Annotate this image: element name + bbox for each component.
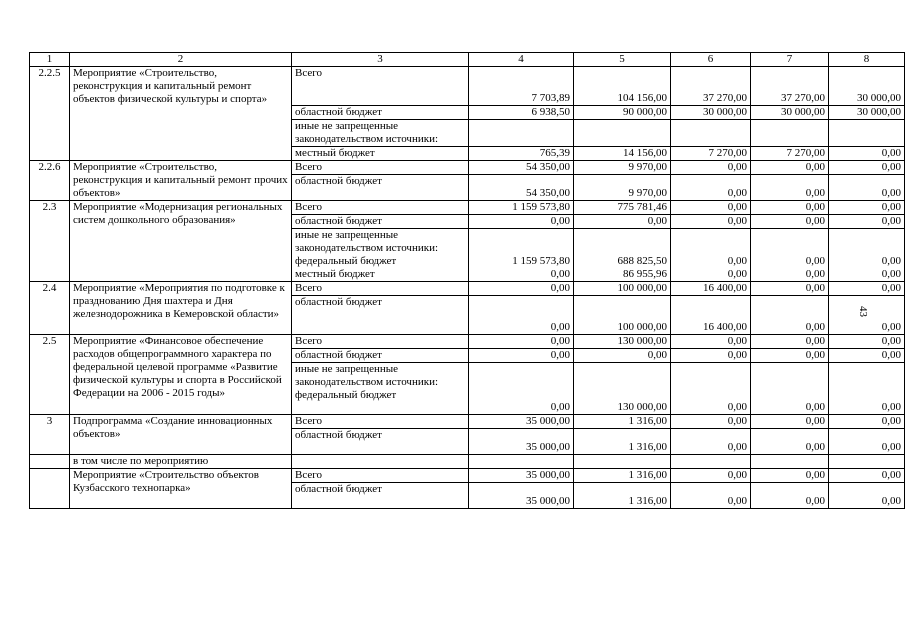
column-header: 4 (469, 53, 574, 67)
activity-name: Подпрограмма «Создание инновационных объектов» (70, 415, 292, 455)
amount-cell (751, 229, 829, 282)
funding-source (292, 282, 469, 296)
funding-source (292, 175, 469, 201)
amount-cell: 130 000,00 (574, 335, 671, 349)
amount-cell: 0,00 (829, 201, 905, 215)
amount-line: 0,00 (881, 255, 901, 267)
amount-cell: 130 000,00 (574, 363, 671, 415)
amount-cell: 0,00 (671, 349, 751, 363)
funding-source (292, 363, 469, 415)
funding-source (292, 106, 469, 120)
amount-cell (574, 229, 671, 282)
amount-cell: 0,00 (469, 363, 574, 415)
amount-cell: 0,00 (829, 415, 905, 429)
row-number (30, 455, 70, 469)
amount-cell: 0,00 (469, 296, 574, 335)
funding-source-line: законодательством источники: (295, 376, 439, 388)
amount-cell: 0,00 (829, 349, 905, 363)
activity-name: Мероприятие «Строительство объектов Кузбасского технопарка» (70, 469, 292, 509)
amount-cell: 0,00 (671, 335, 751, 349)
amount-cell: 0,00 (829, 161, 905, 175)
header-row (30, 53, 905, 67)
funding-source-line: областной бюджет (295, 429, 382, 441)
table-row (30, 335, 905, 349)
amount-line: 0,00 (805, 268, 825, 280)
amount-cell: 0,00 (469, 335, 574, 349)
funding-source-line (295, 455, 465, 468)
amount-cell (829, 120, 905, 147)
amount-cell: 35 000,00 (469, 415, 574, 429)
funding-source-line: законодательством источники: (295, 133, 439, 145)
amount-cell: 104 156,00 (574, 67, 671, 106)
amount-cell: 16 400,00 (671, 296, 751, 335)
funding-source-line: областной бюджет (295, 296, 382, 308)
activity-name: Мероприятие «Мероприятия по подготовке к празднованию Дня шахтера и Дня железнодорожника в Кемеровской области» (70, 282, 292, 335)
funding-source-line: Всего (295, 469, 322, 481)
funding-source-line: областной бюджет (295, 483, 382, 495)
funding-source-line: Всего (295, 67, 322, 79)
funding-source-line: иные не запрещенные (295, 120, 399, 132)
amount-cell: 90 000,00 (574, 106, 671, 120)
column-header: 5 (574, 53, 671, 67)
activity-name: Мероприятие «Строительство, реконструкция и капитальный ремонт объектов физической культуры и спорта» (70, 67, 292, 161)
amount-cell: 0,00 (829, 147, 905, 161)
row-number: 2.5 (30, 335, 70, 415)
funding-source (292, 415, 469, 429)
amount-cell: 0,00 (829, 215, 905, 229)
column-header: 2 (70, 53, 292, 67)
activity-name: Мероприятие «Модернизация региональных систем дошкольного образования» (70, 201, 292, 282)
funding-source (292, 455, 469, 469)
funding-source-line: Всего (295, 335, 322, 347)
amount-cell: 0,00 (829, 282, 905, 296)
funding-source (292, 429, 469, 455)
funding-source-line: Всего (295, 201, 322, 213)
table-row (30, 161, 905, 175)
amount-line: 86 955,96 (623, 268, 667, 280)
amount-cell: 0,00 (751, 429, 829, 455)
amount-cell: 0,00 (829, 483, 905, 509)
amount-cell: 0,00 (751, 415, 829, 429)
funding-source (292, 296, 469, 335)
amount-cell: 0,00 (751, 363, 829, 415)
amount-cell: 7 270,00 (671, 147, 751, 161)
table-row (30, 469, 905, 483)
activity-name: Мероприятие «Финансовое обеспечение расходов общепрограммного характера по федеральной целевой программе «Развитие физической культуры и спорта в Российской Федерации на 2006 - 2015 годы» (70, 335, 292, 415)
amount-line: 0,00 (727, 255, 747, 267)
amount-cell: 0,00 (574, 349, 671, 363)
funding-source (292, 349, 469, 363)
amount-cell: 0,00 (671, 201, 751, 215)
amount-cell: 30 000,00 (829, 106, 905, 120)
column-header: 1 (30, 53, 70, 67)
amount-cell: 14 156,00 (574, 147, 671, 161)
amount-line: 0,00 (550, 268, 570, 280)
amount-line: 1 159 573,80 (512, 255, 570, 267)
amount-cell: 1 159 573,80 (469, 201, 574, 215)
funding-source-line: иные не запрещенные (295, 229, 399, 241)
row-number: 3 (30, 415, 70, 455)
amount-cell (829, 229, 905, 282)
funding-source-line: иные не запрещенные (295, 363, 399, 375)
funding-source-line: областной бюджет (295, 175, 382, 187)
amount-cell: 6 938,50 (469, 106, 574, 120)
amount-cell: 0,00 (751, 215, 829, 229)
row-number (30, 469, 70, 509)
funding-source (292, 161, 469, 175)
amount-cell: 30 000,00 (671, 106, 751, 120)
amount-cell: 0,00 (751, 282, 829, 296)
amount-cell: 0,00 (469, 215, 574, 229)
amount-cell (574, 120, 671, 147)
amount-cell: 0,00 (671, 215, 751, 229)
funding-source (292, 67, 469, 106)
amount-cell: 0,00 (671, 469, 751, 483)
amount-cell: 0,00 (829, 363, 905, 415)
amount-cell: 1 316,00 (574, 469, 671, 483)
budget-table (29, 52, 905, 509)
funding-source-line: местный бюджет (295, 268, 375, 280)
amount-cell: 0,00 (751, 349, 829, 363)
table-row (30, 282, 905, 296)
amount-cell: 0,00 (751, 296, 829, 335)
funding-source-line: законодательством источники: (295, 242, 439, 254)
amount-cell: 0,00 (751, 175, 829, 201)
amount-cell: 30 000,00 (829, 67, 905, 106)
amount-cell: 0,00 (671, 483, 751, 509)
amount-cell: 0,00 (829, 469, 905, 483)
amount-cell: 100 000,00 (574, 282, 671, 296)
amount-cell: 1 316,00 (574, 483, 671, 509)
amount-cell (469, 120, 574, 147)
amount-line: 0,00 (805, 255, 825, 267)
amount-cell (469, 229, 574, 282)
amount-cell: 775 781,46 (574, 201, 671, 215)
activity-name: в том числе по мероприятию (70, 455, 292, 469)
amount-cell: 0,00 (469, 349, 574, 363)
funding-source (292, 120, 469, 147)
amount-line: 0,00 (881, 268, 901, 280)
funding-source-line: областной бюджет (295, 106, 382, 118)
amount-cell: 1 316,00 (574, 429, 671, 455)
amount-cell (829, 455, 905, 469)
funding-source-line: местный бюджет (295, 147, 375, 159)
amount-cell: 0,00 (469, 282, 574, 296)
column-header: 3 (292, 53, 469, 67)
amount-cell: 37 270,00 (671, 67, 751, 106)
amount-cell: 0,00 (574, 215, 671, 229)
funding-source-line: Всего (295, 161, 322, 173)
amount-cell: 37 270,00 (751, 67, 829, 106)
amount-cell: 54 350,00 (469, 161, 574, 175)
amount-cell (751, 120, 829, 147)
amount-cell: 16 400,00 (671, 282, 751, 296)
table-body (30, 67, 905, 509)
funding-source-line: федеральный бюджет (295, 389, 397, 401)
amount-cell: 7 703,89 (469, 67, 574, 106)
amount-cell: 30 000,00 (751, 106, 829, 120)
amount-cell: 0,00 (751, 335, 829, 349)
amount-cell: 0,00 (751, 469, 829, 483)
amount-cell: 0,00 (829, 175, 905, 201)
amount-cell: 0,00 (671, 429, 751, 455)
funding-source-line: областной бюджет (295, 349, 382, 361)
table-row (30, 67, 905, 106)
amount-cell: 0,00 (671, 175, 751, 201)
amount-cell: 0,00 (751, 161, 829, 175)
funding-source (292, 469, 469, 483)
funding-source-line: Всего (295, 282, 322, 294)
amount-cell: 0,00 (829, 296, 905, 335)
amount-cell: 0,00 (751, 483, 829, 509)
amount-cell: 0,00 (671, 415, 751, 429)
amount-cell: 9 970,00 (574, 161, 671, 175)
amount-cell: 0,00 (671, 363, 751, 415)
row-number: 2.3 (30, 201, 70, 282)
amount-cell: 35 000,00 (469, 483, 574, 509)
amount-cell (671, 455, 751, 469)
amount-cell (469, 455, 574, 469)
amount-line: 688 825,50 (617, 255, 667, 267)
row-number: 2.2.5 (30, 67, 70, 161)
funding-source (292, 147, 469, 161)
funding-source (292, 483, 469, 509)
funding-source (292, 229, 469, 282)
row-number: 2.4 (30, 282, 70, 335)
funding-source-line: областной бюджет (295, 215, 382, 227)
amount-cell: 0,00 (829, 335, 905, 349)
column-header: 7 (751, 53, 829, 67)
amount-cell: 54 350,00 (469, 175, 574, 201)
funding-source-line: Всего (295, 415, 322, 427)
column-header: 6 (671, 53, 751, 67)
amount-cell: 100 000,00 (574, 296, 671, 335)
amount-cell: 35 000,00 (469, 429, 574, 455)
funding-source-line: федеральный бюджет (295, 255, 397, 267)
amount-cell: 0,00 (671, 161, 751, 175)
column-header: 8 (829, 53, 905, 67)
amount-cell (751, 455, 829, 469)
page-number: 43 (857, 306, 869, 317)
table-row (30, 415, 905, 429)
amount-cell: 0,00 (751, 201, 829, 215)
amount-cell (574, 455, 671, 469)
funding-source (292, 335, 469, 349)
amount-cell: 0,00 (829, 429, 905, 455)
table-row (30, 201, 905, 215)
amount-cell: 765,39 (469, 147, 574, 161)
table-row (30, 455, 905, 469)
funding-source (292, 201, 469, 215)
amount-cell: 1 316,00 (574, 415, 671, 429)
activity-name: Мероприятие «Строительство, реконструкция и капитальный ремонт прочих объектов» (70, 161, 292, 201)
amount-cell (671, 120, 751, 147)
amount-cell: 35 000,00 (469, 469, 574, 483)
row-number: 2.2.6 (30, 161, 70, 201)
amount-cell: 9 970,00 (574, 175, 671, 201)
funding-source (292, 215, 469, 229)
amount-cell: 7 270,00 (751, 147, 829, 161)
amount-cell (671, 229, 751, 282)
amount-line: 0,00 (727, 268, 747, 280)
